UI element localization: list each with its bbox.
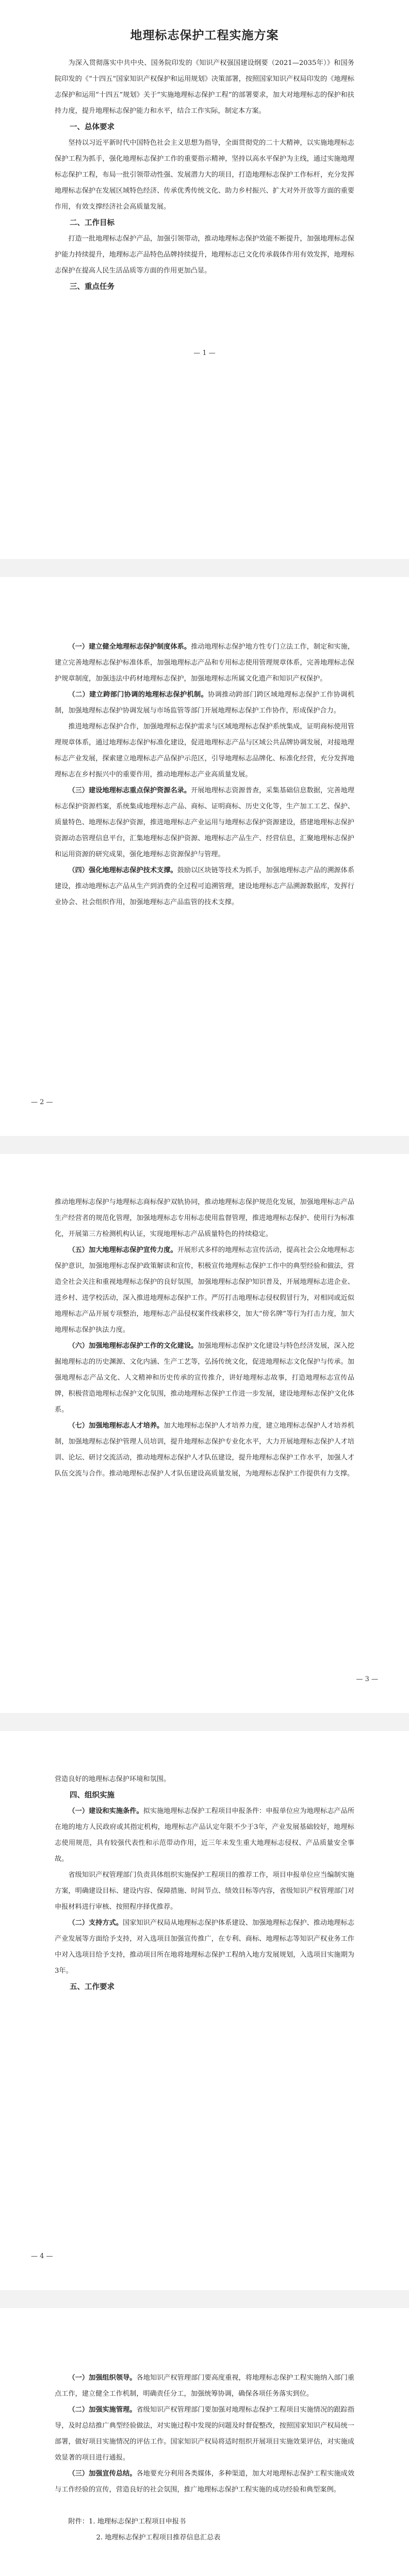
task-4-lead: （四）强化地理标志保护技术支撑。 [68, 867, 177, 874]
req-3-text: 各地要充分利用各类媒体，多种渠道，加大对地理标志保护工程实施成效与工作经验的宣传，营造良好的社会氛围，推广地理标志保护工程实施的成功经验和典型案例。 [55, 2470, 355, 2494]
req-3-lead: （三）加强宣传总结。 [68, 2470, 137, 2478]
task-3-paragraph [55, 783, 354, 862]
task-5-paragraph [55, 1242, 354, 1338]
section-5-heading: 五、工作要求 [70, 1982, 114, 1991]
page-gap [0, 1713, 409, 1731]
section-1-paragraph: 坚持以习近平新时代中国特色社会主义思想为指导，全面贯彻党的二十大精神，以实施地理标志保护工程为抓手，强化地理标志保护工作的重要指示精神，坚持以高水平保护为主线，通过实施地理标志保护工程，布局一批引领带动性强、发展潜力大的项目，打造地理标志保护工作标杆，充分发挥地理标志保护在发展区域特色经济、传承优秀传统文化、助力乡村振兴、扩大对外开放等方面的重要作用，有效支撑经济社会高质量发展。 [55, 139, 354, 211]
req-1-paragraph [55, 2370, 354, 2402]
page-4 [0, 1731, 409, 2290]
req-2-paragraph [55, 2402, 354, 2466]
task-2b-paragraph: 推进地理标志保护合作，加强地理标志保护需求与区域地理标志保护系统集成，证明商标使用管理规章体系，通过地理标志保护标准化建设，促进地理标志产品与区域公共品牌协调发展，对接地理标志产业发展，探索建立地理标志产品保护示范区，引导地理标志品牌化、标准化经营，充分发挥地理标志在乡村振兴中的重要作用，推动地理标志产业高质量发展。 [55, 723, 354, 778]
task-6-text: 加强地理标志保护文化建设与特色经济发展，深入挖掘地理标志的历史渊源、文化内涵、生产工艺等，弘扬传统文化，促进地理标志文化保护与传承。加强地理标志产品文化、人文精神和历史传承的宣传推介，讲好地理标志故事，打造地理标志宣传品牌，积极营造地理标志保护文化氛围，推动地理标志保护工作进一步发展，建设地理标志保护文化体系。 [55, 1342, 355, 1414]
attachment-1-line [55, 2514, 354, 2530]
org-2-text: 国家知识产权局从地理标志保护体系建设、加强地理标志保护、推动地理标志产业发展等方面给予支持，对入选项目加强宣传推广，在专利、商标、地理标志等知识产权业务工作中对入选项目给予支持，推动项目所在地将地理标志保护工程纳入地方发展规划，入选项目实施期为3年。 [55, 1919, 355, 1975]
page-number: — 2 — [31, 1098, 53, 1106]
section-2-heading: 二、工作目标 [70, 218, 114, 227]
task-6-lead: （六）加强地理标志保护工作的文化建设。 [68, 1342, 198, 1350]
page-number: — 4 — [31, 2252, 53, 2260]
page-gap [0, 2290, 409, 2308]
task-3-text: 开展地理标志资源普查，采集基础信息数据，完善地理标志保护资源档案，系统集成地理标志产品、商标、证明商标、历史文化等，生产加工工艺、保护、质量特色、地理标志保护资源，推进地理标志产业运用与地理标志保护资源建设，搭建地理标志保护资源动态管理信息平台，汇集地理标志保护资源、地理标志产品生产、经营信息，汇聚地理标志保护和运用资源的研究成果，强化地理标志资源保护与管理。 [55, 787, 355, 858]
org-1b-paragraph: 省级知识产权管理部门负责具体组织实施保护工程项目的推荐工作，项目申报单位应当编制实施方案，明确建设目标、建设内容、保障措施、时间节点、绩效目标等内容，省级知识产权管理部门对申报材料进行审核、按照程序择优推荐。 [55, 1871, 354, 1911]
task-4-paragraph [55, 862, 354, 910]
attachment-item-2: 2. 地理标志保护工程项目推荐信息汇总表 [96, 2534, 221, 2541]
task-1-lead: （一）建立健全地理标志保护制度体系。 [68, 643, 191, 651]
section-1-heading: 一、总体要求 [70, 123, 114, 131]
req-3-paragraph [55, 2466, 354, 2498]
task-7-text: 加大地理标志保护人才培养力度，建立地理标志保护人才培养机制，加强地理标志保护管理人员培训，提升地理标志保护专业化水平，大力开展地理标志保护人才培训、论坛、研讨交流活动，推动地理标志保护人才队伍建设，提升地理标志保护工作水平，加强人才队伍交流与合作。推动地理标志保护人才队伍建设高质量发展，为地理标志保护工作提供有力支撑。 [55, 1422, 354, 1478]
task-6-paragraph [55, 1338, 354, 1418]
req-2-text: 省级知识产权管理部门要加强对地理标志保护工程项目实施情况的跟踪指导，及时总结推广典型经验做法，对实施过程中发现的问题及时督促整改，按照国家知识产权局统一部署，做好项目实施情况的评估工作。国家知识产权局将适时组织开展项目实施效果评估，对实施成效显著的项目进行通报。 [55, 2406, 355, 2462]
org-1-paragraph [55, 1803, 354, 1867]
intro-paragraph: 为深入贯彻落实中共中央、国务院印发的《知识产权强国建设纲要（2021—2035年）》和国务院印发的《“十四五”国家知识产权保护和运用规划》决策部署，按照国家知识产权局印发的《地理标志保护和运用“十四五”规划》关于“实施地理标志保护工程”的部署要求，加大对地理标志的保护和扶持力度，提升地理标志保护能力和水平，结合工作实际，制定本方案。 [55, 59, 354, 115]
page-4-continuation: 营造良好的地理标志保护环境和氛围。 [55, 1775, 171, 1783]
task-2-lead: （二）建立跨部门协调的地理标志保护机制。 [68, 691, 208, 699]
org-1-text: 拟实施地理标志保护工程项目申报条件：申报单位应为地理标志产品所在地的地方人民政府或其指定机构，地理标志产品认定年限不少于3年，产业发展基础较好，地理标志使用规范，具有较强代表性和示范带动作用，近三年未发生重大地理标志侵权、产品质量安全事故。 [55, 1807, 355, 1863]
task-5-text: 开展形式多样的地理标志宣传活动，提高社会公众地理标志保护意识，加强地理标志保护政策解读和宣传，积极宣传地理标志保护工作中的典型经验和做法，营造全社会关注和重视地理标志保护的良好氛围，加强地理标志保护知识普及，开展地理标志进企业、进乡村、进学校活动，深入推进地理标志保护工作。严厉打击地理标志侵权假冒行为，对相同或近似地理标志产品开展专项整治，地理标志产品侵权案件线索移交，加大“傍名牌”等行为打击力度，加大地理标志保护执法力度。 [55, 1246, 355, 1334]
task-4-text: 鼓励以区块链等技术为抓手，加强地理标志产品的溯源体系建设，推动地理标志产品从生产到消费的全过程可追溯管理，建设地理标志产品溯源数据库，发挥行业协会、社会组织作用，加强地理标志产品监管的技术支撑。 [55, 867, 355, 906]
req-1-text: 各地知识产权管理部门要高度重视，将地理标志保护工程实施纳入部门重点工作，建立健全工作机制，明确责任分工，加强统筹协调，确保各项任务落实到位。 [55, 2374, 355, 2398]
document-title: 地理标志保护工程实施方案 [130, 28, 279, 42]
org-2-lead: （二）支持方式。 [68, 1919, 123, 1927]
attachment-item-1: 1. 地理标志保护工程项目申报书 [88, 2518, 186, 2526]
task-3-lead: （三）建设地理标志重点保护资源名录。 [68, 787, 191, 794]
page-1 [0, 0, 409, 559]
task-1-text: 推动地理标志保护地方性专门立法工作，制定和实施，建立完善地理标志保护标准体系，加强地理标志产品和专用标志使用管理规章体系，完善地理标志保护规章制度，加强违法中药材地理标志保护，加强地理标志所属文化遗产和知识产权保护。 [55, 643, 355, 683]
task-1-paragraph [55, 639, 354, 687]
section-4-heading: 四、组织实施 [70, 1791, 114, 1800]
req-1-lead: （一）加强组织领导。 [68, 2374, 137, 2382]
req-2-lead: （二）加强实施管理。 [68, 2406, 137, 2414]
page-number: — 3 — [356, 1675, 378, 1683]
page-2 [0, 577, 409, 1136]
section-3-heading: 三、重点任务 [70, 282, 114, 291]
page-number: — 1 — [193, 349, 216, 357]
page-gap [0, 1136, 409, 1154]
task-2-text: 协调推动跨部门跨区域地理标志保护工作协调机制，加强地理标志保护协调发展与市场监管等部门开展地理标志保护工作协作，形成保护合力。 [55, 691, 355, 715]
task-7-paragraph [55, 1418, 354, 1482]
page-5 [0, 2308, 409, 2576]
page-3 [0, 1154, 409, 1713]
org-2-paragraph [55, 1915, 354, 1979]
task-5-lead: （五）加大地理标志保护宣传力度。 [68, 1246, 177, 1254]
page-gap [0, 559, 409, 577]
page-3-continuation: 推动地理标志保护与地理标志商标保护双轨协同，推动地理标志保护规范化发展，加强地理标志产品生产经营者的规范化管理，加强地理标志专用标志使用监督管理，推进地理标志保护、使用行为标准化，开展第三方检测机构认证，实现地理标志产品质量特色的持续稳定。 [55, 1198, 354, 1238]
task-2-paragraph [55, 687, 354, 719]
attachment-label: 附件： [68, 2518, 89, 2526]
section-2-paragraph: 打造一批地理标志保护产品，加强引领带动，推动地理标志保护效能不断提升，加强地理标志保护能力持续提升，地理标志产品特色品牌持续提升，地理标志已文化传承载体作用有效发挥，地理标志保护在提高人民生活品质等方面的作用更加凸显。 [55, 235, 354, 275]
task-7-lead: （七）加强地理标志人才培养。 [68, 1422, 164, 1430]
org-1-lead: （一）建设和实施条件。 [68, 1807, 143, 1815]
